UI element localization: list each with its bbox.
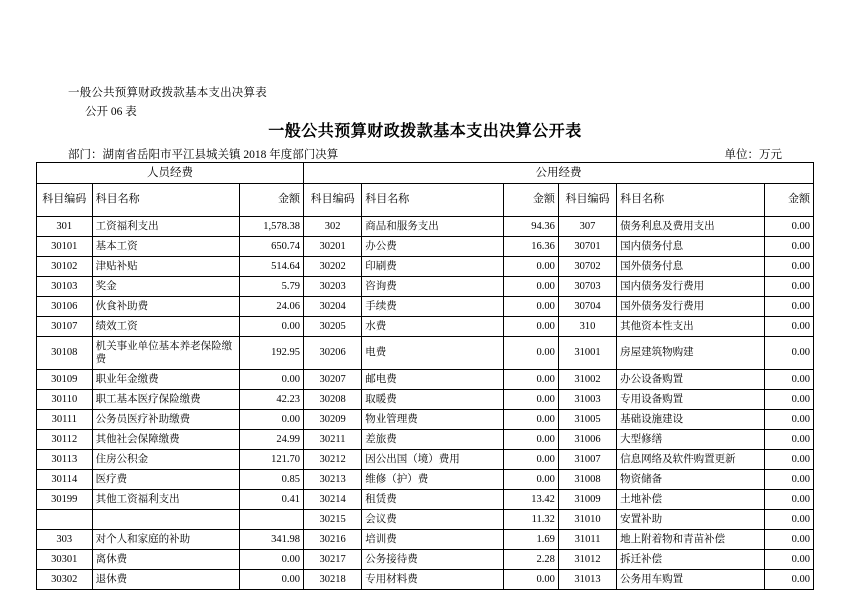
table-row	[37, 390, 814, 410]
cell-amount-1: 5.79	[240, 277, 304, 297]
cell-amount-1: 341.98	[240, 530, 304, 550]
table-row	[37, 370, 814, 390]
table-row	[37, 297, 814, 317]
cell-code-1	[37, 510, 93, 530]
cell-amount-1: 0.00	[240, 410, 304, 430]
cell-code-3: 31012	[558, 550, 616, 570]
cell-name-1: 伙食补助费	[92, 297, 239, 317]
cell-amount-2: 0.00	[503, 297, 558, 317]
col-header-code-3: 科目编码	[558, 184, 616, 217]
cell-amount-1: 192.95	[240, 337, 304, 370]
table-row	[37, 410, 814, 430]
cell-code-2: 30201	[303, 237, 361, 257]
cell-name-2: 培训费	[362, 530, 503, 550]
cell-amount-3: 0.00	[764, 530, 813, 550]
col-header-name-2: 科目名称	[362, 184, 503, 217]
cell-name-1: 绩效工资	[92, 317, 239, 337]
cell-code-1: 30101	[37, 237, 93, 257]
cell-amount-3: 0.00	[764, 257, 813, 277]
group-header-row	[37, 163, 814, 184]
cell-code-1: 30111	[37, 410, 93, 430]
cell-name-3: 国内债务付息	[617, 237, 764, 257]
cell-amount-1: 1,578.38	[240, 217, 304, 237]
cell-amount-3: 0.00	[764, 570, 813, 590]
group-header-public: 公用经费	[303, 163, 813, 184]
cell-name-3: 安置补助	[617, 510, 764, 530]
cell-code-2: 30203	[303, 277, 361, 297]
form-name: 一般公共预算财政拨款基本支出决算表	[68, 87, 267, 99]
table-row	[37, 570, 814, 590]
unit-label: 单位：万元	[724, 149, 782, 161]
cell-name-3: 国外债务发行费用	[617, 297, 764, 317]
cell-name-2: 差旅费	[362, 430, 503, 450]
cell-code-3: 310	[558, 317, 616, 337]
cell-amount-2: 0.00	[503, 570, 558, 590]
cell-amount-2: 16.36	[503, 237, 558, 257]
cell-name-1: 奖金	[92, 277, 239, 297]
cell-amount-2: 0.00	[503, 337, 558, 370]
cell-name-2: 电费	[362, 337, 503, 370]
cell-name-3: 国外债务付息	[617, 257, 764, 277]
cell-name-2: 公务接待费	[362, 550, 503, 570]
cell-amount-1: 24.99	[240, 430, 304, 450]
cell-name-1: 职工基本医疗保险缴费	[92, 390, 239, 410]
cell-code-2: 30214	[303, 490, 361, 510]
cell-code-3: 31008	[558, 470, 616, 490]
cell-amount-1: 121.70	[240, 450, 304, 470]
cell-code-3: 307	[558, 217, 616, 237]
cell-name-1: 对个人和家庭的补助	[92, 530, 239, 550]
cell-amount-2: 0.00	[503, 257, 558, 277]
cell-code-3: 31009	[558, 490, 616, 510]
cell-code-1: 30110	[37, 390, 93, 410]
cell-code-3: 30704	[558, 297, 616, 317]
cell-amount-1: 0.00	[240, 317, 304, 337]
cell-code-3: 31005	[558, 410, 616, 430]
cell-amount-2: 0.00	[503, 370, 558, 390]
table-row	[37, 450, 814, 470]
cell-amount-3: 0.00	[764, 390, 813, 410]
cell-amount-2: 0.00	[503, 450, 558, 470]
cell-name-3: 债务利息及费用支出	[617, 217, 764, 237]
cell-name-1: 职业年金缴费	[92, 370, 239, 390]
cell-name-1: 工资福利支出	[92, 217, 239, 237]
cell-amount-3: 0.00	[764, 277, 813, 297]
department-label: 部门：湖南省岳阳市平江县城关镇 2018 年度部门决算	[68, 149, 339, 161]
cell-code-3: 31011	[558, 530, 616, 550]
cell-name-3: 其他资本性支出	[617, 317, 764, 337]
cell-name-2: 水费	[362, 317, 503, 337]
cell-code-1: 30107	[37, 317, 93, 337]
cell-code-1: 30102	[37, 257, 93, 277]
col-header-code-2: 科目编码	[303, 184, 361, 217]
table-row	[37, 337, 814, 370]
cell-code-1: 30106	[37, 297, 93, 317]
cell-code-2: 30218	[303, 570, 361, 590]
cell-name-3: 办公设备购置	[617, 370, 764, 390]
cell-name-3: 房屋建筑物购建	[617, 337, 764, 370]
cell-amount-1: 24.06	[240, 297, 304, 317]
cell-amount-1: 0.00	[240, 370, 304, 390]
cell-amount-3: 0.00	[764, 370, 813, 390]
cell-code-1: 301	[37, 217, 93, 237]
cell-name-2: 办公费	[362, 237, 503, 257]
cell-amount-1: 514.64	[240, 257, 304, 277]
cell-code-2: 30215	[303, 510, 361, 530]
col-header-amount-2: 金额	[503, 184, 558, 217]
cell-name-2: 商品和服务支出	[362, 217, 503, 237]
cell-amount-3: 0.00	[764, 337, 813, 370]
cell-name-1: 医疗费	[92, 470, 239, 490]
cell-code-3: 30701	[558, 237, 616, 257]
cell-name-3: 专用设备购置	[617, 390, 764, 410]
cell-name-3: 土地补偿	[617, 490, 764, 510]
cell-code-2: 30208	[303, 390, 361, 410]
cell-amount-3: 0.00	[764, 410, 813, 430]
cell-amount-2: 0.00	[503, 317, 558, 337]
cell-amount-1: 0.00	[240, 570, 304, 590]
cell-name-1: 退休费	[92, 570, 239, 590]
cell-name-2: 手续费	[362, 297, 503, 317]
cell-amount-3: 0.00	[764, 470, 813, 490]
cell-name-3: 公务用车购置	[617, 570, 764, 590]
cell-code-2: 30213	[303, 470, 361, 490]
table-row	[37, 530, 814, 550]
budget-table	[36, 162, 814, 590]
cell-amount-1: 0.85	[240, 470, 304, 490]
table-row	[37, 490, 814, 510]
cell-code-2: 30205	[303, 317, 361, 337]
cell-name-2: 印刷费	[362, 257, 503, 277]
table-row	[37, 217, 814, 237]
table-row	[37, 237, 814, 257]
cell-amount-2: 0.00	[503, 277, 558, 297]
cell-code-2: 30211	[303, 430, 361, 450]
cell-amount-2: 2.28	[503, 550, 558, 570]
cell-name-3: 国内债务发行费用	[617, 277, 764, 297]
cell-name-1: 津贴补贴	[92, 257, 239, 277]
cell-amount-3: 0.00	[764, 490, 813, 510]
cell-amount-1: 650.74	[240, 237, 304, 257]
table-row	[37, 430, 814, 450]
cell-code-2: 30216	[303, 530, 361, 550]
cell-amount-3: 0.00	[764, 450, 813, 470]
cell-amount-2: 0.00	[503, 430, 558, 450]
cell-code-1: 30199	[37, 490, 93, 510]
cell-amount-2: 1.69	[503, 530, 558, 550]
cell-code-3: 31007	[558, 450, 616, 470]
cell-amount-3: 0.00	[764, 317, 813, 337]
cell-name-2: 取暖费	[362, 390, 503, 410]
cell-name-2: 咨询费	[362, 277, 503, 297]
cell-name-3: 拆迁补偿	[617, 550, 764, 570]
cell-amount-1: 0.00	[240, 550, 304, 570]
table-row	[37, 470, 814, 490]
cell-code-3: 31006	[558, 430, 616, 450]
cell-code-1: 303	[37, 530, 93, 550]
cell-code-2: 30206	[303, 337, 361, 370]
cell-amount-3: 0.00	[764, 297, 813, 317]
cell-code-2: 30217	[303, 550, 361, 570]
cell-amount-3: 0.00	[764, 510, 813, 530]
cell-code-1: 30113	[37, 450, 93, 470]
cell-code-1: 30108	[37, 337, 93, 370]
cell-name-2: 租赁费	[362, 490, 503, 510]
cell-amount-3: 0.00	[764, 237, 813, 257]
cell-amount-3: 0.00	[764, 550, 813, 570]
cell-name-1: 其他工资福利支出	[92, 490, 239, 510]
cell-code-1: 30109	[37, 370, 93, 390]
cell-amount-2: 11.32	[503, 510, 558, 530]
cell-amount-2: 0.00	[503, 410, 558, 430]
cell-name-1: 离休费	[92, 550, 239, 570]
cell-code-2: 30209	[303, 410, 361, 430]
cell-code-3: 30703	[558, 277, 616, 297]
cell-name-1: 基本工资	[92, 237, 239, 257]
cell-amount-2: 94.36	[503, 217, 558, 237]
cell-amount-2: 0.00	[503, 390, 558, 410]
cell-name-2: 专用材料费	[362, 570, 503, 590]
col-header-name-3: 科目名称	[617, 184, 764, 217]
cell-code-2: 302	[303, 217, 361, 237]
cell-name-1: 其他社会保障缴费	[92, 430, 239, 450]
cell-code-3: 31002	[558, 370, 616, 390]
table-row	[37, 550, 814, 570]
table-row	[37, 317, 814, 337]
cell-code-2: 30204	[303, 297, 361, 317]
cell-code-3: 31001	[558, 337, 616, 370]
cell-amount-3: 0.00	[764, 430, 813, 450]
cell-name-1	[92, 510, 239, 530]
column-header-row	[37, 184, 814, 217]
cell-code-3: 31010	[558, 510, 616, 530]
cell-name-2: 物业管理费	[362, 410, 503, 430]
col-header-amount-3: 金额	[764, 184, 813, 217]
col-header-name-1: 科目名称	[92, 184, 239, 217]
cell-code-2: 30212	[303, 450, 361, 470]
cell-name-2: 会议费	[362, 510, 503, 530]
cell-code-1: 30301	[37, 550, 93, 570]
cell-amount-2: 13.42	[503, 490, 558, 510]
group-header-personnel: 人员经费	[37, 163, 304, 184]
table-row	[37, 277, 814, 297]
form-number: 公开 06 表	[85, 106, 137, 118]
cell-name-2: 维修（护）费	[362, 470, 503, 490]
col-header-code-1: 科目编码	[37, 184, 93, 217]
cell-amount-1	[240, 510, 304, 530]
cell-name-3: 信息网络及软件购置更新	[617, 450, 764, 470]
cell-amount-3: 0.00	[764, 217, 813, 237]
cell-code-3: 31013	[558, 570, 616, 590]
cell-code-3: 30702	[558, 257, 616, 277]
cell-code-1: 30302	[37, 570, 93, 590]
col-header-amount-1: 金额	[240, 184, 304, 217]
cell-name-2: 因公出国（境）费用	[362, 450, 503, 470]
cell-name-3: 基础设施建设	[617, 410, 764, 430]
table-row	[37, 257, 814, 277]
cell-code-2: 30207	[303, 370, 361, 390]
cell-name-3: 物资储备	[617, 470, 764, 490]
cell-code-1: 30103	[37, 277, 93, 297]
cell-code-1: 30114	[37, 470, 93, 490]
cell-name-3: 地上附着物和青苗补偿	[617, 530, 764, 550]
cell-amount-2: 0.00	[503, 470, 558, 490]
cell-amount-1: 42.23	[240, 390, 304, 410]
cell-code-3: 31003	[558, 390, 616, 410]
cell-name-3: 大型修缮	[617, 430, 764, 450]
cell-name-1: 机关事业单位基本养老保险缴费	[92, 337, 239, 370]
cell-name-1: 住房公积金	[92, 450, 239, 470]
cell-code-2: 30202	[303, 257, 361, 277]
cell-name-2: 邮电费	[362, 370, 503, 390]
cell-code-1: 30112	[37, 430, 93, 450]
page-title: 一般公共预算财政拨款基本支出决算公开表	[268, 123, 582, 140]
cell-amount-1: 0.41	[240, 490, 304, 510]
table-row	[37, 510, 814, 530]
cell-name-1: 公务员医疗补助缴费	[92, 410, 239, 430]
